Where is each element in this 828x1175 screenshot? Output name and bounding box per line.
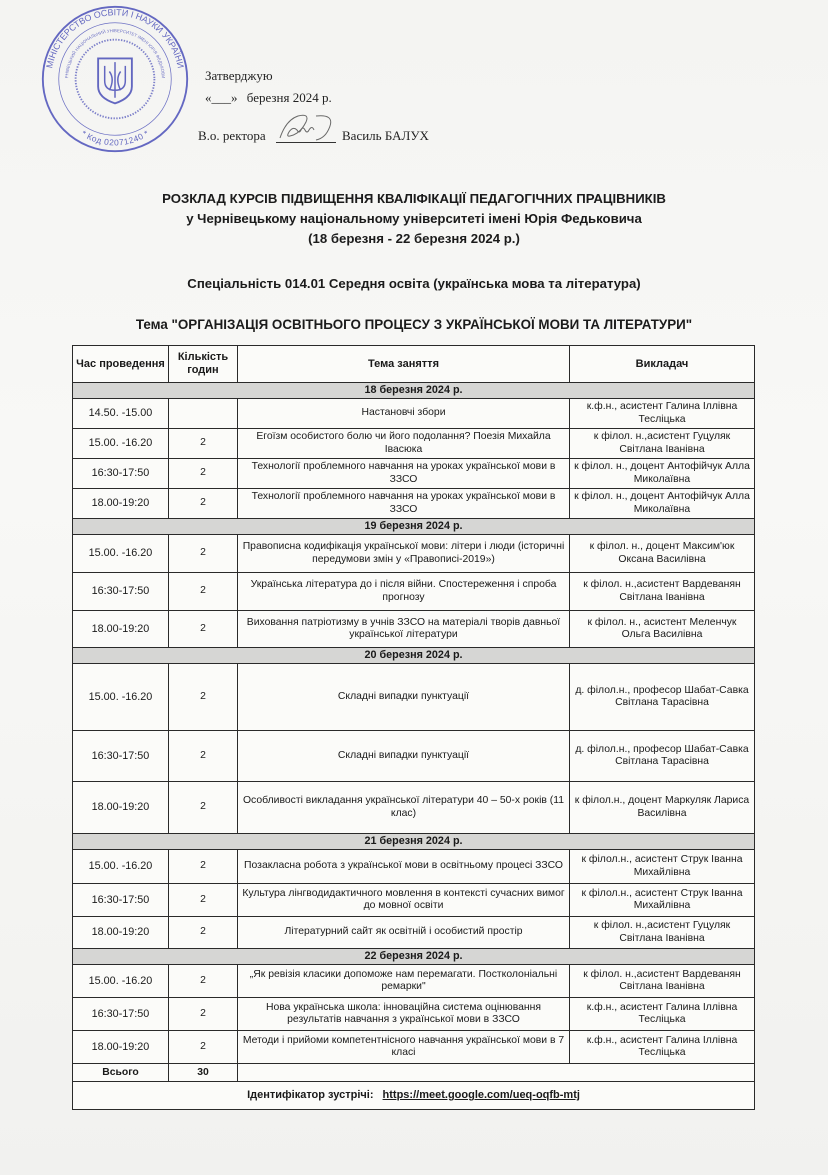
cell-time: 15.00. -16.20 (73, 535, 169, 573)
cell-time: 16:30-17:50 (73, 731, 169, 782)
table-row (73, 782, 755, 834)
table-row (73, 399, 755, 429)
cell-teacher: к філол. н., асистент Меленчук Ольга Василівна (570, 611, 755, 648)
table-row (73, 664, 755, 731)
cell-topic: Виховання патріотизму в учнів ЗЗСО на матеріалі творів давньої української літератури (238, 611, 570, 648)
rector-signature (276, 112, 338, 142)
cell-teacher: к філол. н., доцент Антофійчук Алла Миколаївна (570, 459, 755, 489)
table-row (73, 998, 755, 1031)
approval-date-day: «___» (205, 90, 238, 105)
cell-topic: Правописна кодифікація української мови: літери і люди (історичні передумови змін у «Правописі-2019») (238, 535, 570, 573)
column-header-hours: Кількість годин (169, 346, 238, 383)
column-header-time: Час проведення (73, 346, 169, 383)
day-date: 18 березня 2024 р. (73, 383, 755, 399)
cell-hours: 2 (169, 884, 238, 917)
cell-teacher: к.ф.н., асистент Галина Іллівна Тесліцька (570, 998, 755, 1031)
cell-topic: Позакласна робота з української мови в освітньому процесі ЗЗСО (238, 850, 570, 884)
cell-time: 18.00-19:20 (73, 611, 169, 648)
cell-hours: 2 (169, 429, 238, 459)
cell-topic: Технології проблемного навчання на уроках української мови в ЗЗСО (238, 489, 570, 519)
schedule-table (72, 345, 755, 1110)
cell-hours: 2 (169, 850, 238, 884)
cell-time: 15.00. -16.20 (73, 429, 169, 459)
cell-time: 15.00. -16.20 (73, 664, 169, 731)
cell-hours: 2 (169, 1031, 238, 1064)
cell-topic: „Як ревізія класики допоможе нам перемагати. Постколоніальні ремарки" (238, 965, 570, 998)
column-header-teacher: Викладач (570, 346, 755, 383)
cell-teacher: к філол.н., асистент Струк Іванна Михайлівна (570, 850, 755, 884)
svg-text:* Код 02071240 *: * Код 02071240 * (79, 128, 151, 148)
total-label: Всього (73, 1064, 169, 1082)
cell-hours: 2 (169, 965, 238, 998)
cell-time: 16:30-17:50 (73, 998, 169, 1031)
university-stamp (40, 4, 190, 154)
specialty: Спеціальність 014.01 Середня освіта (українська мова та література) (187, 276, 641, 291)
total-empty (238, 1064, 755, 1082)
document-dates: (18 березня - 22 березня 2024 р.) (308, 231, 520, 246)
cell-topic: Егоїзм особистого болю чи його подолання? Поезія Михайла Івасюка (238, 429, 570, 459)
cell-topic: Нова українська школа: інноваційна система оцінювання результатів навчання з української мови в ЗЗСО (238, 998, 570, 1031)
cell-topic: Культура лінгводидактичного мовлення в контексті сучасних вимог до мовної освіти (238, 884, 570, 917)
approval-position: В.о. ректора (198, 128, 266, 143)
cell-teacher: д. філол.н., професор Шабат-Савка Світлана Тарасівна (570, 731, 755, 782)
cell-time: 16:30-17:50 (73, 459, 169, 489)
day-row (73, 383, 755, 399)
trident-icon (98, 58, 132, 103)
cell-topic: Складні випадки пунктуації (238, 664, 570, 731)
day-date: 22 березня 2024 р. (73, 949, 755, 965)
meeting-cell (73, 1082, 755, 1110)
cell-hours: 2 (169, 782, 238, 834)
column-header-topic: Тема заняття (238, 346, 570, 383)
cell-teacher: д. філол.н., професор Шабат-Савка Світлана Тарасівна (570, 664, 755, 731)
document-title: РОЗКЛАД КУРСІВ ПІДВИЩЕННЯ КВАЛІФІКАЦІЇ ПЕДАГОГІЧНИХ ПРАЦІВНИКІВ (162, 191, 666, 206)
cell-topic: Особливості викладання української літератури 40 – 50-х років (11 клас) (238, 782, 570, 834)
cell-hours: 2 (169, 917, 238, 949)
cell-hours: 2 (169, 459, 238, 489)
table-row (73, 535, 755, 573)
day-row (73, 834, 755, 850)
cell-topic: Методи і прийоми компетентнісного навчання української мови в 7 класі (238, 1031, 570, 1064)
signature-line (276, 142, 336, 143)
day-row (73, 949, 755, 965)
day-date: 19 березня 2024 р. (73, 519, 755, 535)
cell-topic: Літературний сайт як освітній і особистий простір (238, 917, 570, 949)
cell-teacher: к філол. н.,асистент Гуцуляк Світлана Іванівна (570, 429, 755, 459)
cell-topic: Настановчі збори (238, 399, 570, 429)
stamp-graphic (40, 4, 190, 154)
approval-date-text: березня 2024 р. (246, 90, 332, 105)
approval-date (205, 90, 332, 106)
meeting-label: Ідентифікатор зустрічі: (247, 1089, 374, 1101)
cell-teacher: к.ф.н., асистент Галина Іллівна Тесліцька (570, 399, 755, 429)
cell-teacher: к філол. н., доцент Антофійчук Алла Миколаївна (570, 489, 755, 519)
day-row (73, 519, 755, 535)
table-header-row (73, 346, 755, 383)
table-row (73, 731, 755, 782)
cell-time: 16:30-17:50 (73, 884, 169, 917)
cell-teacher: к.ф.н., асистент Галина Іллівна Тесліцька (570, 1031, 755, 1064)
cell-hours: 2 (169, 573, 238, 611)
table-row (73, 573, 755, 611)
svg-text:ЧЕРНІВЕЦЬКИЙ НАЦІОНАЛЬНИЙ УНІВ: РНІВЕЦЬКИЙ НАЦІОНАЛЬНИЙ УНІВЕРСИТЕТ ІМЕНІ ЮРІЯ ФЕДЬКОВИ (64, 28, 166, 79)
cell-time: 18.00-19:20 (73, 917, 169, 949)
cell-topic: Складні випадки пунктуації (238, 731, 570, 782)
cell-topic: Технології проблемного навчання на уроках української мови в ЗЗСО (238, 459, 570, 489)
cell-time: 14.50. -15.00 (73, 399, 169, 429)
table-row (73, 459, 755, 489)
table-row (73, 1031, 755, 1064)
document-subtitle: у Чернівецькому національному університеті імені Юрія Федьковича (186, 211, 642, 226)
cell-teacher: к філол.н., доцент Маркуляк Лариса Василівна (570, 782, 755, 834)
cell-time: 18.00-19:20 (73, 782, 169, 834)
cell-time: 15.00. -16.20 (73, 850, 169, 884)
cell-hours: 2 (169, 535, 238, 573)
day-date: 20 березня 2024 р. (73, 648, 755, 664)
cell-teacher: к філол. н., доцент Максим'юк Оксана Василівна (570, 535, 755, 573)
table-row (73, 429, 755, 459)
approval-title: Затверджую (205, 68, 273, 83)
day-date: 21 березня 2024 р. (73, 834, 755, 850)
cell-teacher: к філол. н.,асистент Гуцуляк Світлана Іванівна (570, 917, 755, 949)
cell-teacher: к філол.н., асистент Струк Іванна Михайлівна (570, 884, 755, 917)
cell-hours: 2 (169, 664, 238, 731)
cell-time: 18.00-19:20 (73, 489, 169, 519)
day-row (73, 648, 755, 664)
cell-hours (169, 399, 238, 429)
svg-text:МІНІСТЕРСТВО ОСВІТИ І НАУКИ УК: МІНІСТЕРСТВО ОСВІТИ І НАУКИ УКРАЇНИ (44, 7, 186, 70)
cell-hours: 2 (169, 731, 238, 782)
cell-hours: 2 (169, 611, 238, 648)
cell-time: 15.00. -16.20 (73, 965, 169, 998)
meeting-link[interactable]: https://meet.google.com/ueq-oqfb-mtj (382, 1089, 580, 1101)
cell-hours: 2 (169, 998, 238, 1031)
cell-teacher: к філол. н.,асистент Вардеванян Світлана Іванівна (570, 573, 755, 611)
total-row (73, 1064, 755, 1082)
approval-name: Василь БАЛУХ (342, 128, 429, 143)
table-row (73, 884, 755, 917)
cell-topic: Українська література до і після війни. Спостереження і спроба прогнозу (238, 573, 570, 611)
theme: Тема "ОРГАНІЗАЦІЯ ОСВІТНЬОГО ПРОЦЕСУ З УКРАЇНСЬКОЇ МОВИ ТА ЛІТЕРАТУРИ" (135, 317, 693, 332)
table-row (73, 850, 755, 884)
cell-time: 18.00-19:20 (73, 1031, 169, 1064)
cell-teacher: к філол. н.,асистент Вардеванян Світлана Іванівна (570, 965, 755, 998)
table-row (73, 489, 755, 519)
meeting-row (73, 1082, 755, 1110)
table-row (73, 965, 755, 998)
table-row (73, 917, 755, 949)
total-hours: 30 (169, 1064, 238, 1082)
cell-hours: 2 (169, 489, 238, 519)
cell-time: 16:30-17:50 (73, 573, 169, 611)
table-row (73, 611, 755, 648)
